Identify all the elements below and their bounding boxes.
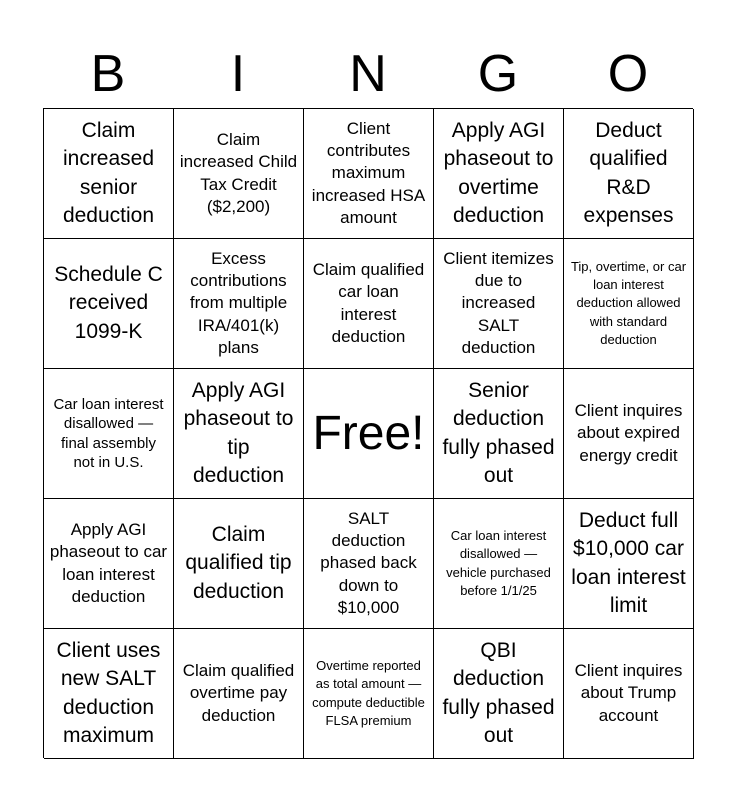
bingo-cell-r1-c2[interactable]: Claim increased Child Tax Credit ($2,200) (174, 109, 304, 239)
bingo-cell-r4-c4[interactable]: Car loan interest disallowed — vehicle purchased before 1/1/25 (434, 499, 564, 629)
bingo-cell-r2-c4[interactable]: Client itemizes due to increased SALT deduction (434, 239, 564, 369)
bingo-cell-r4-c3[interactable]: SALT deduction phased back down to $10,000 (304, 499, 434, 629)
bingo-cell-r5-c2[interactable]: Claim qualified overtime pay deduction (174, 629, 304, 759)
header-letter-o: O (607, 45, 649, 103)
bingo-cell-r3-c4[interactable]: Senior deduction fully phased out (434, 369, 564, 499)
bingo-cell-r4-c5[interactable]: Deduct full $10,000 car loan interest limit (564, 499, 694, 629)
bingo-cell-r5-c5[interactable]: Client inquires about Trump account (564, 629, 694, 759)
bingo-cell-r1-c4[interactable]: Apply AGI phaseout to overtime deduction (434, 109, 564, 239)
bingo-cell-r3-c2[interactable]: Apply AGI phaseout to tip deduction (174, 369, 304, 499)
bingo-cell-r1-c5[interactable]: Deduct qualified R&D expenses (564, 109, 694, 239)
bingo-cell-r5-c1[interactable]: Client uses new SALT deduction maximum (44, 629, 174, 759)
bingo-cell-r4-c2[interactable]: Claim qualified tip deduction (174, 499, 304, 629)
bingo-cell-r1-c1[interactable]: Claim increased senior deduction (44, 109, 174, 239)
bingo-header (43, 40, 693, 108)
bingo-cell-r5-c4[interactable]: QBI deduction fully phased out (434, 629, 564, 759)
bingo-cell-r2-c1[interactable]: Schedule C received 1099-K (44, 239, 174, 369)
bingo-cell-r5-c3[interactable]: Overtime reported as total amount — compute deductible FLSA premium (304, 629, 434, 759)
header-letter-n: N (349, 45, 387, 103)
bingo-cell-r2-c3[interactable]: Claim qualified car loan interest deduction (304, 239, 434, 369)
bingo-cell-r3-c1[interactable]: Car loan interest disallowed — final assembly not in U.S. (44, 369, 174, 499)
bingo-cell-r4-c1[interactable]: Apply AGI phaseout to car loan interest deduction (44, 499, 174, 629)
bingo-cell-free-space[interactable]: Free! (304, 369, 434, 499)
header-letter-i: I (230, 45, 246, 103)
bingo-cell-r3-c5[interactable]: Client inquires about expired energy credit (564, 369, 694, 499)
header-letter-b: B (90, 45, 126, 103)
bingo-board (43, 108, 693, 758)
bingo-cell-r1-c3[interactable]: Client contributes maximum increased HSA amount (304, 109, 434, 239)
header-letter-g: G (477, 45, 519, 103)
bingo-cell-r2-c2[interactable]: Excess contributions from multiple IRA/401(k) plans (174, 239, 304, 369)
bingo-cell-r2-c5[interactable]: Tip, overtime, or car loan interest deduction allowed with standard deduction (564, 239, 694, 369)
